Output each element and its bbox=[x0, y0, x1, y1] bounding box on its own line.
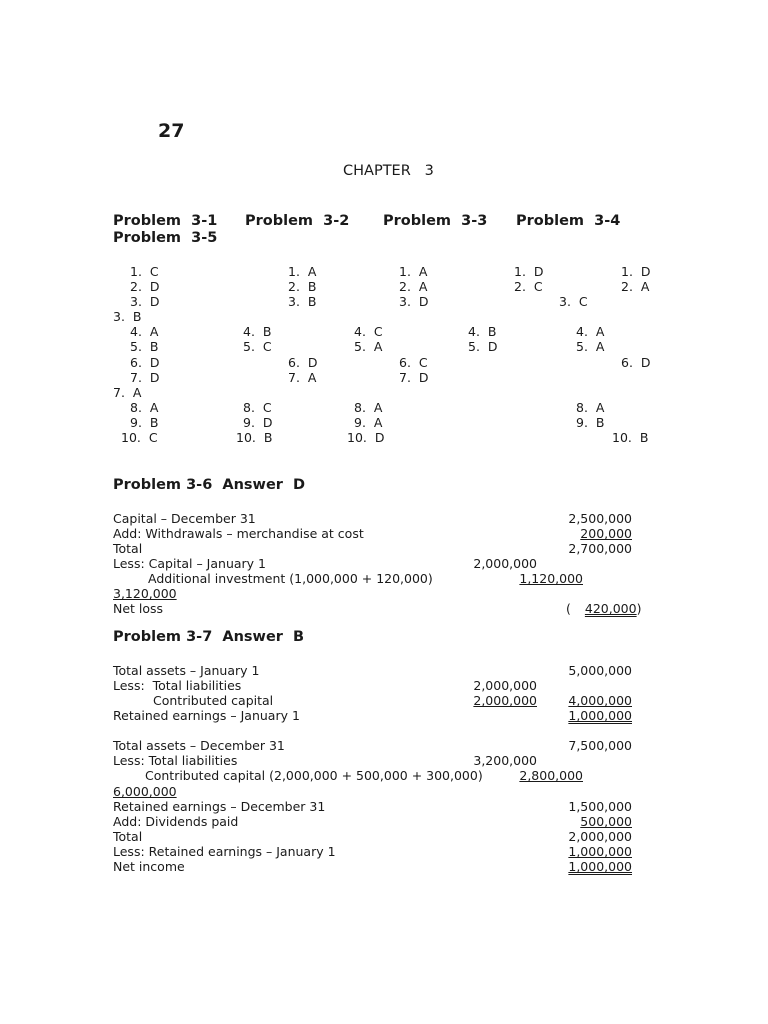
chapter-title: CHAPTER 3 bbox=[343, 163, 434, 179]
line-label: Less: Retained earnings – January 1 bbox=[113, 844, 336, 859]
answer-item: 8. C bbox=[243, 400, 272, 415]
line-value: 2,000,000 bbox=[473, 693, 537, 708]
line-value: 2,000,000 bbox=[473, 678, 537, 693]
line-label: Less: Capital – January 1 bbox=[113, 556, 266, 571]
net-loss-value: ( 420,000) bbox=[566, 601, 642, 616]
line-value: 1,000,000 bbox=[568, 708, 632, 723]
problem-3-3-header: Problem 3-3 bbox=[383, 213, 488, 229]
answer-item: 1. A bbox=[399, 264, 428, 279]
line-label: Capital – December 31 bbox=[113, 511, 256, 526]
answer-item: 1. A bbox=[288, 264, 317, 279]
line-label: Less: Total liabilities bbox=[113, 678, 242, 693]
answer-item: 4. A bbox=[130, 324, 159, 339]
answer-item: 6. D bbox=[288, 355, 318, 370]
answer-item: 5. C bbox=[243, 339, 272, 354]
answer-item: 4. A bbox=[576, 324, 605, 339]
answer-item: 8. A bbox=[130, 400, 159, 415]
answer-item: 3. D bbox=[399, 294, 429, 309]
answer-item: 2. B bbox=[288, 279, 317, 294]
line-label: Retained earnings – December 31 bbox=[113, 799, 326, 814]
answer-item: 7. D bbox=[130, 370, 160, 385]
line-label: Less: Total liabilities bbox=[113, 753, 238, 768]
answer-item: 5. A bbox=[354, 339, 383, 354]
line-label: Total bbox=[113, 541, 143, 556]
answer-item: 5. A bbox=[576, 339, 605, 354]
answer-item: 5. B bbox=[130, 339, 159, 354]
line-label: Contributed capital bbox=[153, 693, 274, 708]
answer-item: 8. A bbox=[354, 400, 383, 415]
problem-3-7-heading: Problem 3-7 Answer B bbox=[113, 629, 305, 645]
answer-item: 4. C bbox=[354, 324, 383, 339]
answer-item: 6. D bbox=[621, 355, 651, 370]
page-number: 27 bbox=[158, 120, 185, 142]
line-value: 6,000,000 bbox=[113, 784, 177, 799]
line-value: 1,120,000 bbox=[519, 571, 583, 586]
line-label: Total bbox=[113, 829, 143, 844]
answer-item: 2. D bbox=[130, 279, 160, 294]
answer-item: 2. C bbox=[514, 279, 543, 294]
answer-item: 6. D bbox=[130, 355, 160, 370]
answer-item: 9. B bbox=[130, 415, 159, 430]
answer-item: 7. D bbox=[399, 370, 429, 385]
answer-item: 1. D bbox=[514, 264, 544, 279]
answer-item: 9. D bbox=[243, 415, 273, 430]
line-label: Contributed capital (2,000,000 + 500,000 + 300,000) bbox=[145, 768, 483, 783]
answer-item: 5. D bbox=[468, 339, 498, 354]
problem-3-5-header: Problem 3-5 bbox=[113, 230, 218, 246]
line-value: 7,500,000 bbox=[568, 738, 632, 753]
line-value: 2,000,000 bbox=[473, 556, 537, 571]
line-value: 3,120,000 bbox=[113, 586, 177, 601]
line-label: Total assets – January 1 bbox=[113, 663, 260, 678]
answer-item: 4. B bbox=[468, 324, 497, 339]
line-label: Add: Dividends paid bbox=[113, 814, 239, 829]
line-label: Additional investment (1,000,000 + 120,000) bbox=[148, 571, 433, 586]
line-value: 5,000,000 bbox=[568, 663, 632, 678]
line-label: Net loss bbox=[113, 601, 164, 616]
line-value: 2,700,000 bbox=[568, 541, 632, 556]
answer-item: 3. C bbox=[559, 294, 588, 309]
line-value: 2,000,000 bbox=[568, 829, 632, 844]
answer-item: 10. B bbox=[612, 430, 649, 445]
line-label: Total assets – December 31 bbox=[113, 738, 285, 753]
line-value: 500,000 bbox=[580, 814, 632, 829]
line-value: 1,500,000 bbox=[568, 799, 632, 814]
line-value: 1,000,000 bbox=[568, 844, 632, 859]
answer-item: 7. A bbox=[288, 370, 317, 385]
problem-3-4-header: Problem 3-4 bbox=[516, 213, 621, 229]
problem-3-6-heading: Problem 3-6 Answer D bbox=[113, 477, 306, 493]
answer-item: 1. C bbox=[130, 264, 159, 279]
answer-item: 9. B bbox=[576, 415, 605, 430]
answer-item: 8. A bbox=[576, 400, 605, 415]
answer-item: 4. B bbox=[243, 324, 272, 339]
answer-item: 6. C bbox=[399, 355, 428, 370]
line-value: 1,000,000 bbox=[568, 859, 632, 874]
line-label: Retained earnings – January 1 bbox=[113, 708, 300, 723]
line-value: 3,200,000 bbox=[473, 753, 537, 768]
line-label: Add: Withdrawals – merchandise at cost bbox=[113, 526, 364, 541]
line-value: 200,000 bbox=[580, 526, 632, 541]
answer-item: 1. D bbox=[621, 264, 651, 279]
problem-3-2-header: Problem 3-2 bbox=[245, 213, 350, 229]
answer-item: 3. D bbox=[130, 294, 160, 309]
answer-item: 2. A bbox=[399, 279, 428, 294]
answer-item: 2. A bbox=[621, 279, 650, 294]
line-value: 4,000,000 bbox=[568, 693, 632, 708]
answer-item: 7. A bbox=[113, 385, 142, 400]
answer-item: 10. B bbox=[236, 430, 273, 445]
answer-item: 3. B bbox=[288, 294, 317, 309]
line-label: Net income bbox=[113, 859, 185, 874]
problem-3-1-header: Problem 3-1 bbox=[113, 213, 218, 229]
answer-item: 10. D bbox=[347, 430, 385, 445]
answer-item: 9. A bbox=[354, 415, 383, 430]
line-value: 2,500,000 bbox=[568, 511, 632, 526]
line-value: 2,800,000 bbox=[519, 768, 583, 783]
answer-item: 10. C bbox=[121, 430, 158, 445]
answer-item: 3. B bbox=[113, 309, 142, 324]
